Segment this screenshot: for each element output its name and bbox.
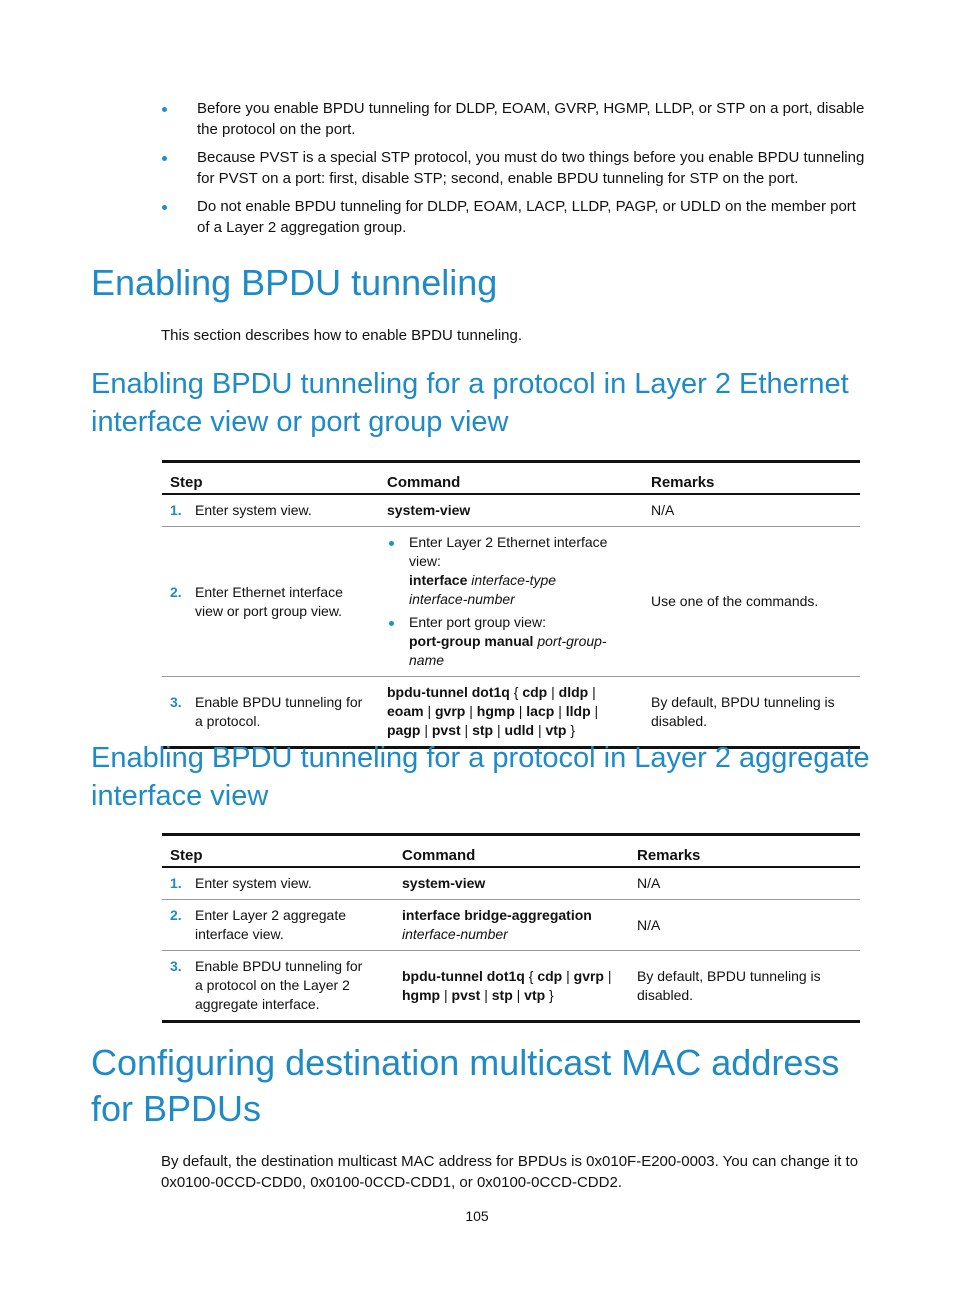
command-argument: interface-number — [402, 926, 508, 942]
col-header-remarks: Remarks — [643, 462, 860, 495]
remarks-text: By default, BPDU tunneling is disabled. — [643, 677, 860, 748]
subsection-title-aggregate-view: Enabling BPDU tunneling for a protocol in Layer 2 aggregate interface view — [91, 742, 870, 812]
protocol-keyword: vtp — [524, 986, 546, 1003]
note-item: Because PVST is a special STP protocol, you must do two things before you enable BPDU tunneling for PVST on a port: first, disable STP; second, enable BPDU tunneling for STP on the port. — [160, 147, 866, 189]
step-number: 3. — [170, 693, 182, 710]
command-option: Enter port group view: port-group manual port-group-name — [387, 613, 635, 670]
step-number: 1. — [170, 875, 182, 891]
command-keyword: system-view — [402, 875, 486, 891]
page-number: 105 — [465, 1208, 489, 1224]
step-text: Enter Ethernet interface view or port group view. — [195, 583, 343, 619]
command-keyword: system-view — [387, 502, 471, 518]
step-text: Enter Layer 2 aggregate interface view. — [195, 907, 346, 942]
section-intro: This section describes how to enable BPDU tunneling. — [161, 327, 523, 344]
bullet-icon — [162, 107, 167, 112]
command-options — [387, 533, 635, 670]
protocol-keyword: hgmp — [402, 986, 441, 1003]
protocol-keyword: udld — [504, 722, 535, 738]
protocol-keyword: pvst — [431, 722, 461, 738]
protocol-keyword: stp — [491, 986, 513, 1003]
protocol-keyword: gvrp — [435, 703, 466, 719]
table-row — [162, 867, 860, 900]
bpdu-tunnel-command: bpdu-tunnel dot1q { cdp | gvrp | hgmp | pvst | stp | vtp } — [394, 951, 629, 1022]
remarks-text: N/A — [629, 867, 860, 900]
step-text: Enable BPDU tunneling for a protocol. — [195, 693, 363, 729]
aggregate-view-steps-table — [162, 833, 860, 1023]
step-text: Enter system view. — [195, 875, 312, 891]
table-row — [162, 527, 860, 677]
protocol-keyword: gvrp — [573, 967, 604, 984]
step-number: 2. — [170, 583, 182, 600]
step-text: Enable BPDU tunneling for a protocol on the Layer 2 aggregate interface. — [195, 958, 363, 1012]
protocol-keyword: dldp — [558, 684, 589, 700]
section-title-destination-mac: Configuring destination multicast MAC address for BPDUs — [91, 1042, 840, 1129]
step-number: 2. — [170, 907, 182, 923]
remarks-text: Use one of the commands. — [643, 527, 860, 677]
notes-list — [160, 98, 866, 245]
protocol-keyword: pagp — [387, 722, 421, 738]
step-number: 3. — [170, 958, 182, 974]
protocol-keyword: pvst — [451, 986, 481, 1003]
bullet-icon — [162, 156, 167, 161]
step-text: Enter system view. — [195, 502, 312, 518]
protocol-keyword: hgmp — [476, 703, 515, 719]
protocol-keyword: stp — [472, 722, 494, 738]
col-header-command: Command — [379, 462, 643, 495]
remarks-text: N/A — [643, 494, 860, 527]
step-number: 1. — [170, 502, 182, 518]
command-option: Enter Layer 2 Ethernet interface view: interface interface-type interface-number — [387, 533, 635, 609]
table-row — [162, 951, 860, 1022]
col-header-remarks: Remarks — [629, 835, 860, 868]
col-header-step: Step — [162, 835, 394, 868]
command-keyword: interface bridge-aggregation — [402, 907, 592, 923]
protocol-keyword: cdp — [537, 967, 563, 984]
section-body: By default, the destination multicast MAC address for BPDUs is 0x010F-E200-0003. You can change it to 0x0100-0CCD-CDD0, 0x0100-0CCD-CDD1, or 0x0100-0CCD-CDD2. — [161, 1153, 859, 1191]
protocol-keyword: vtp — [545, 722, 567, 738]
bullet-icon — [162, 205, 167, 210]
table-row — [162, 677, 860, 748]
table-row — [162, 900, 860, 951]
bullet-icon — [389, 621, 394, 626]
subsection-title-ethernet-view: Enabling BPDU tunneling for a protocol in Layer 2 Ethernet interface view or port group view — [91, 368, 849, 438]
bullet-icon — [389, 541, 394, 546]
protocol-keyword: eoam — [387, 703, 424, 719]
protocol-keyword: lldp — [565, 703, 591, 719]
remarks-text: N/A — [629, 900, 860, 951]
col-header-step: Step — [162, 462, 379, 495]
note-item: Do not enable BPDU tunneling for DLDP, EOAM, LACP, LLDP, PAGP, or UDLD on the member port of a Layer 2 aggregation group. — [160, 196, 866, 238]
note-item: Before you enable BPDU tunneling for DLDP, EOAM, GVRP, HGMP, LLDP, or STP on a port, disable the protocol on the port. — [160, 98, 866, 140]
ethernet-view-steps-table — [162, 460, 860, 749]
col-header-command: Command — [394, 835, 629, 868]
table-row — [162, 494, 860, 527]
section-title-enabling-bpdu-tunneling: Enabling BPDU tunneling — [91, 262, 498, 303]
protocol-keyword: lacp — [526, 703, 555, 719]
protocol-keyword: cdp — [522, 684, 548, 700]
bpdu-tunnel-command: bpdu-tunnel dot1q { cdp | dldp | eoam | gvrp | hgmp | lacp | lldp | pagp | pvst | stp | udld | vtp } — [379, 677, 643, 748]
remarks-text: By default, BPDU tunneling is disabled. — [629, 951, 860, 1022]
